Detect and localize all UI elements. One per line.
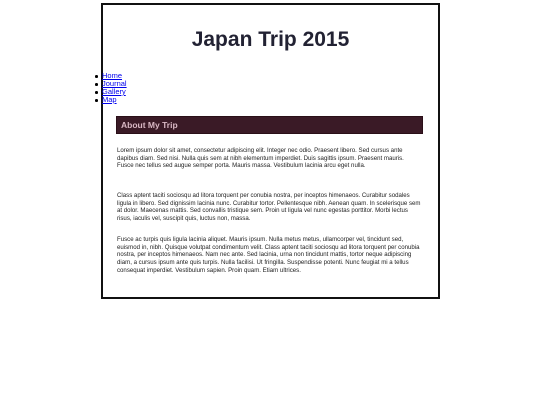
body-paragraph-1: Lorem ipsum dolor sit amet, consectetur adipiscing elit. Integer nec odio. Praesent libero. Sed cursus ante dapibus diam. Sed nisi. Nulla quis sem at nibh elementum imperdiet. Duis sagittis ipsum. Praesent mauris. Fusce nec tellus sed augue semper porta. Mauris massa. Vestibulum lacinia arcu eget nulla. bbox=[117, 147, 404, 170]
nav-link-map[interactable]: Map bbox=[102, 95, 117, 104]
body-paragraph-3: Fusce ac turpis quis ligula lacinia aliquet. Mauris ipsum. Nulla metus metus, ullamcorper vel, tincidunt sed, euismod in, nibh. Quisque volutpat condimentum velit. Class aptent taciti sociosqu ad litora torquent per conubia nostra, per inceptos himenaeos. Nam nec ante. Sed lacinia, urna non tincidunt mattis, tortor neque adipiscing diam, a cursus ipsum ante quis turpis. Nulla facilisi. Ut fringilla. Suspendisse potenti. Nunc feugiat mi a tellus consequat imperdiet. Vestibulum sapien. Proin quam. Etiam ultrices. bbox=[117, 236, 420, 274]
nav-link-gallery[interactable]: Gallery bbox=[102, 87, 126, 96]
page-title: Japan Trip 2015 bbox=[191, 28, 350, 51]
main-nav bbox=[101, 72, 127, 104]
body-paragraph-2: Class aptent taciti sociosqu ad litora torquent per conubia nostra, per inceptos himenaeos. Curabitur sodales ligula in libero. Sed dignissim lacinia nunc. Curabitur tortor. Pellentesque nibh. Aenean quam. In scelerisque sem at dolor. Maecenas mattis. Sed convallis tristique sem. Proin ut ligula vel nunc egestas porttitor. Morbi lectus risus, iaculis vel, suscipit quis, luctus non, massa. bbox=[117, 192, 421, 223]
nav-link-journal[interactable]: Journal bbox=[102, 79, 127, 88]
nav-item-map bbox=[101, 96, 127, 104]
nav-link-home[interactable]: Home bbox=[102, 71, 123, 80]
section-header bbox=[116, 116, 423, 134]
section-title: About My Trip bbox=[121, 120, 178, 130]
